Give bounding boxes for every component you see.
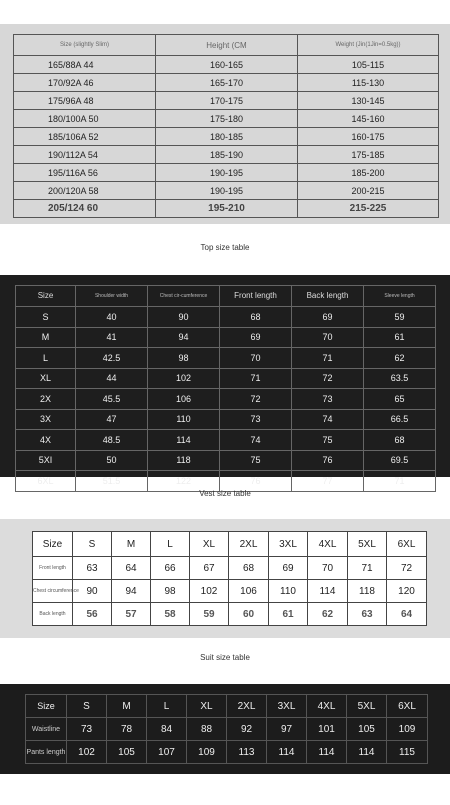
table-cell: 65: [364, 389, 436, 410]
table-cell: 122: [148, 471, 220, 492]
header-cell: Chest cir-cumference: [148, 286, 220, 307]
table-cell: 58: [151, 603, 190, 626]
table-cell: 185-200: [298, 164, 439, 182]
table-cell: 195-210: [156, 200, 298, 218]
table-cell: 71: [292, 348, 364, 369]
table-cell: 190-195: [156, 182, 298, 200]
table-cell: 71: [348, 557, 387, 580]
table-cell: 114: [307, 741, 347, 764]
header-cell: 4XL: [308, 532, 348, 557]
header-cell: S: [67, 695, 107, 718]
table-cell: 84: [147, 718, 187, 741]
suit-size-caption: Suit size table: [200, 653, 250, 662]
row-label-cell: Waistline: [26, 718, 67, 741]
header-row: [26, 695, 428, 718]
table-cell: 44: [76, 368, 148, 389]
row-label-cell: 6XL: [16, 471, 76, 492]
table-cell: 61: [269, 603, 308, 626]
table-cell: 69.5: [364, 450, 436, 471]
header-cell: 4XL: [307, 695, 347, 718]
row-label-cell: 195/116A 56: [14, 164, 156, 182]
table-cell: 110: [148, 409, 220, 430]
row-label-cell: 175/96A 48: [14, 92, 156, 110]
table-row: [26, 718, 428, 741]
header-cell: XL: [190, 532, 229, 557]
table-cell: 68: [364, 430, 436, 451]
header-cell: 3XL: [269, 532, 308, 557]
table-cell: 76: [292, 450, 364, 471]
table-cell: 98: [151, 580, 190, 603]
row-label-cell: 185/106A 52: [14, 128, 156, 146]
table-cell: 74: [292, 409, 364, 430]
row-label-cell: 170/92A 46: [14, 74, 156, 92]
table-cell: 41: [76, 327, 148, 348]
top-size-caption: Top size table: [200, 243, 250, 252]
table-cell: 160-165: [156, 56, 298, 74]
table-row: [16, 389, 436, 410]
header-cell: XL: [187, 695, 227, 718]
table-cell: 77: [292, 471, 364, 492]
table-cell: 78: [107, 718, 147, 741]
top-size-table: [13, 34, 439, 218]
table-cell: 59: [364, 307, 436, 328]
row-label-cell: 200/120A 58: [14, 182, 156, 200]
row-label-cell: L: [16, 348, 76, 369]
table-cell: 102: [67, 741, 107, 764]
table-cell: 62: [364, 348, 436, 369]
vest-size-panel: [0, 275, 450, 486]
table-cell: 40: [76, 307, 148, 328]
table-cell: 75: [292, 430, 364, 451]
vest-size-caption: Vest size table: [199, 489, 251, 498]
row-label-cell: XL: [16, 368, 76, 389]
pants-size-table: [25, 694, 428, 764]
table-cell: 120: [387, 580, 427, 603]
table-row: [33, 557, 427, 580]
table-cell: 109: [387, 718, 428, 741]
top-size-panel: [0, 24, 450, 224]
table-cell: 118: [348, 580, 387, 603]
table-row: [14, 128, 439, 146]
table-cell: 63: [348, 603, 387, 626]
table-row: [14, 56, 439, 74]
header-cell: Weight (Jin(1Jin=0.5kg)): [298, 35, 439, 56]
table-cell: 73: [67, 718, 107, 741]
table-cell: 105-115: [298, 56, 439, 74]
header-cell: 3XL: [267, 695, 307, 718]
header-cell: 6XL: [387, 532, 427, 557]
header-cell: 5XL: [347, 695, 387, 718]
header-cell: Front length: [220, 286, 292, 307]
table-cell: 114: [347, 741, 387, 764]
table-cell: 170-175: [156, 92, 298, 110]
table-row: [16, 450, 436, 471]
table-cell: 106: [229, 580, 269, 603]
table-cell: 69: [269, 557, 308, 580]
table-cell: 165-170: [156, 74, 298, 92]
table-cell: 70: [220, 348, 292, 369]
row-label-cell: S: [16, 307, 76, 328]
table-cell: 88: [187, 718, 227, 741]
table-cell: 68: [220, 307, 292, 328]
table-cell: 60: [229, 603, 269, 626]
table-cell: 110: [269, 580, 308, 603]
table-cell: 74: [220, 430, 292, 451]
table-row: [16, 409, 436, 430]
table-cell: 64: [112, 557, 151, 580]
header-cell: M: [107, 695, 147, 718]
header-cell: Sleeve length: [364, 286, 436, 307]
table-cell: 72: [220, 389, 292, 410]
row-label-cell: 190/112A 54: [14, 146, 156, 164]
table-cell: 160-175: [298, 128, 439, 146]
table-cell: 101: [307, 718, 347, 741]
table-cell: 175-185: [298, 146, 439, 164]
header-cell: Height (CM: [156, 35, 298, 56]
header-row: [33, 532, 427, 557]
table-cell: 69: [292, 307, 364, 328]
table-row: [33, 603, 427, 626]
pants-size-panel: [0, 684, 450, 774]
row-label-cell: Back length: [33, 603, 73, 626]
table-cell: 114: [267, 741, 307, 764]
header-cell: Size: [33, 532, 73, 557]
row-label-cell: Chest circumference: [33, 580, 73, 603]
table-cell: 51.5: [76, 471, 148, 492]
table-row: [16, 368, 436, 389]
table-cell: 56: [73, 603, 112, 626]
table-row: [14, 200, 439, 218]
table-cell: 175-180: [156, 110, 298, 128]
header-cell: L: [151, 532, 190, 557]
table-cell: 94: [112, 580, 151, 603]
table-row: [14, 164, 439, 182]
row-label-cell: 5XI: [16, 450, 76, 471]
row-label-cell: 3X: [16, 409, 76, 430]
table-cell: 94: [148, 327, 220, 348]
table-cell: 45.5: [76, 389, 148, 410]
row-label-cell: Front length: [33, 557, 73, 580]
row-label-cell: 2X: [16, 389, 76, 410]
table-row: [14, 92, 439, 110]
table-cell: 70: [308, 557, 348, 580]
header-cell: L: [147, 695, 187, 718]
table-cell: 48.5: [76, 430, 148, 451]
table-cell: 92: [227, 718, 267, 741]
table-cell: 105: [347, 718, 387, 741]
table-cell: 106: [148, 389, 220, 410]
table-cell: 66: [151, 557, 190, 580]
table-cell: 180-185: [156, 128, 298, 146]
row-label-cell: 180/100A 50: [14, 110, 156, 128]
table-cell: 105: [107, 741, 147, 764]
header-cell: Back length: [292, 286, 364, 307]
table-cell: 68: [229, 557, 269, 580]
table-cell: 113: [227, 741, 267, 764]
header-cell: Size: [26, 695, 67, 718]
table-row: [16, 327, 436, 348]
table-cell: 130-145: [298, 92, 439, 110]
table-cell: 73: [292, 389, 364, 410]
table-row: [16, 348, 436, 369]
table-cell: 190-195: [156, 164, 298, 182]
table-row: [14, 74, 439, 92]
table-cell: 70: [292, 327, 364, 348]
table-cell: 102: [148, 368, 220, 389]
table-cell: 63: [73, 557, 112, 580]
table-cell: 57: [112, 603, 151, 626]
row-label-cell: Pants length: [26, 741, 67, 764]
table-cell: 107: [147, 741, 187, 764]
table-cell: 200-215: [298, 182, 439, 200]
table-cell: 118: [148, 450, 220, 471]
table-cell: 47: [76, 409, 148, 430]
row-label-cell: 165/88A 44: [14, 56, 156, 74]
table-cell: 115-130: [298, 74, 439, 92]
table-cell: 71: [220, 368, 292, 389]
table-cell: 102: [190, 580, 229, 603]
table-cell: 90: [148, 307, 220, 328]
table-cell: 114: [308, 580, 348, 603]
table-cell: 42.5: [76, 348, 148, 369]
table-row: [16, 471, 436, 492]
table-row: [16, 307, 436, 328]
header-cell: S: [73, 532, 112, 557]
table-cell: 72: [292, 368, 364, 389]
table-row: [33, 580, 427, 603]
header-cell: M: [112, 532, 151, 557]
suit-size-table: [32, 531, 427, 626]
table-cell: 90: [73, 580, 112, 603]
table-cell: 71: [364, 471, 436, 492]
table-cell: 67: [190, 557, 229, 580]
table-cell: 66.5: [364, 409, 436, 430]
table-cell: 75: [220, 450, 292, 471]
table-cell: 76: [220, 471, 292, 492]
table-row: [16, 430, 436, 451]
table-cell: 115: [387, 741, 428, 764]
header-cell: 5XL: [348, 532, 387, 557]
table-cell: 50: [76, 450, 148, 471]
table-row: [26, 741, 428, 764]
row-label-cell: 205/124 60: [14, 200, 156, 218]
table-row: [14, 146, 439, 164]
header-row: [16, 286, 436, 307]
table-cell: 114: [148, 430, 220, 451]
table-cell: 64: [387, 603, 427, 626]
row-label-cell: M: [16, 327, 76, 348]
header-cell: Size: [16, 286, 76, 307]
table-cell: 61: [364, 327, 436, 348]
table-cell: 59: [190, 603, 229, 626]
vest-size-table: [15, 285, 436, 492]
table-cell: 72: [387, 557, 427, 580]
table-cell: 63.5: [364, 368, 436, 389]
header-row: [14, 35, 439, 56]
suit-size-panel: [0, 519, 450, 638]
table-row: [14, 182, 439, 200]
header-cell: Shoulder width: [76, 286, 148, 307]
header-cell: 6XL: [387, 695, 428, 718]
header-cell: Size (slightly Slim): [14, 35, 156, 56]
table-cell: 215-225: [298, 200, 439, 218]
table-cell: 145-160: [298, 110, 439, 128]
table-cell: 97: [267, 718, 307, 741]
table-cell: 109: [187, 741, 227, 764]
header-cell: 2XL: [227, 695, 267, 718]
header-cell: 2XL: [229, 532, 269, 557]
table-cell: 69: [220, 327, 292, 348]
row-label-cell: 4X: [16, 430, 76, 451]
table-cell: 62: [308, 603, 348, 626]
table-cell: 98: [148, 348, 220, 369]
table-cell: 185-190: [156, 146, 298, 164]
table-cell: 73: [220, 409, 292, 430]
table-row: [14, 110, 439, 128]
